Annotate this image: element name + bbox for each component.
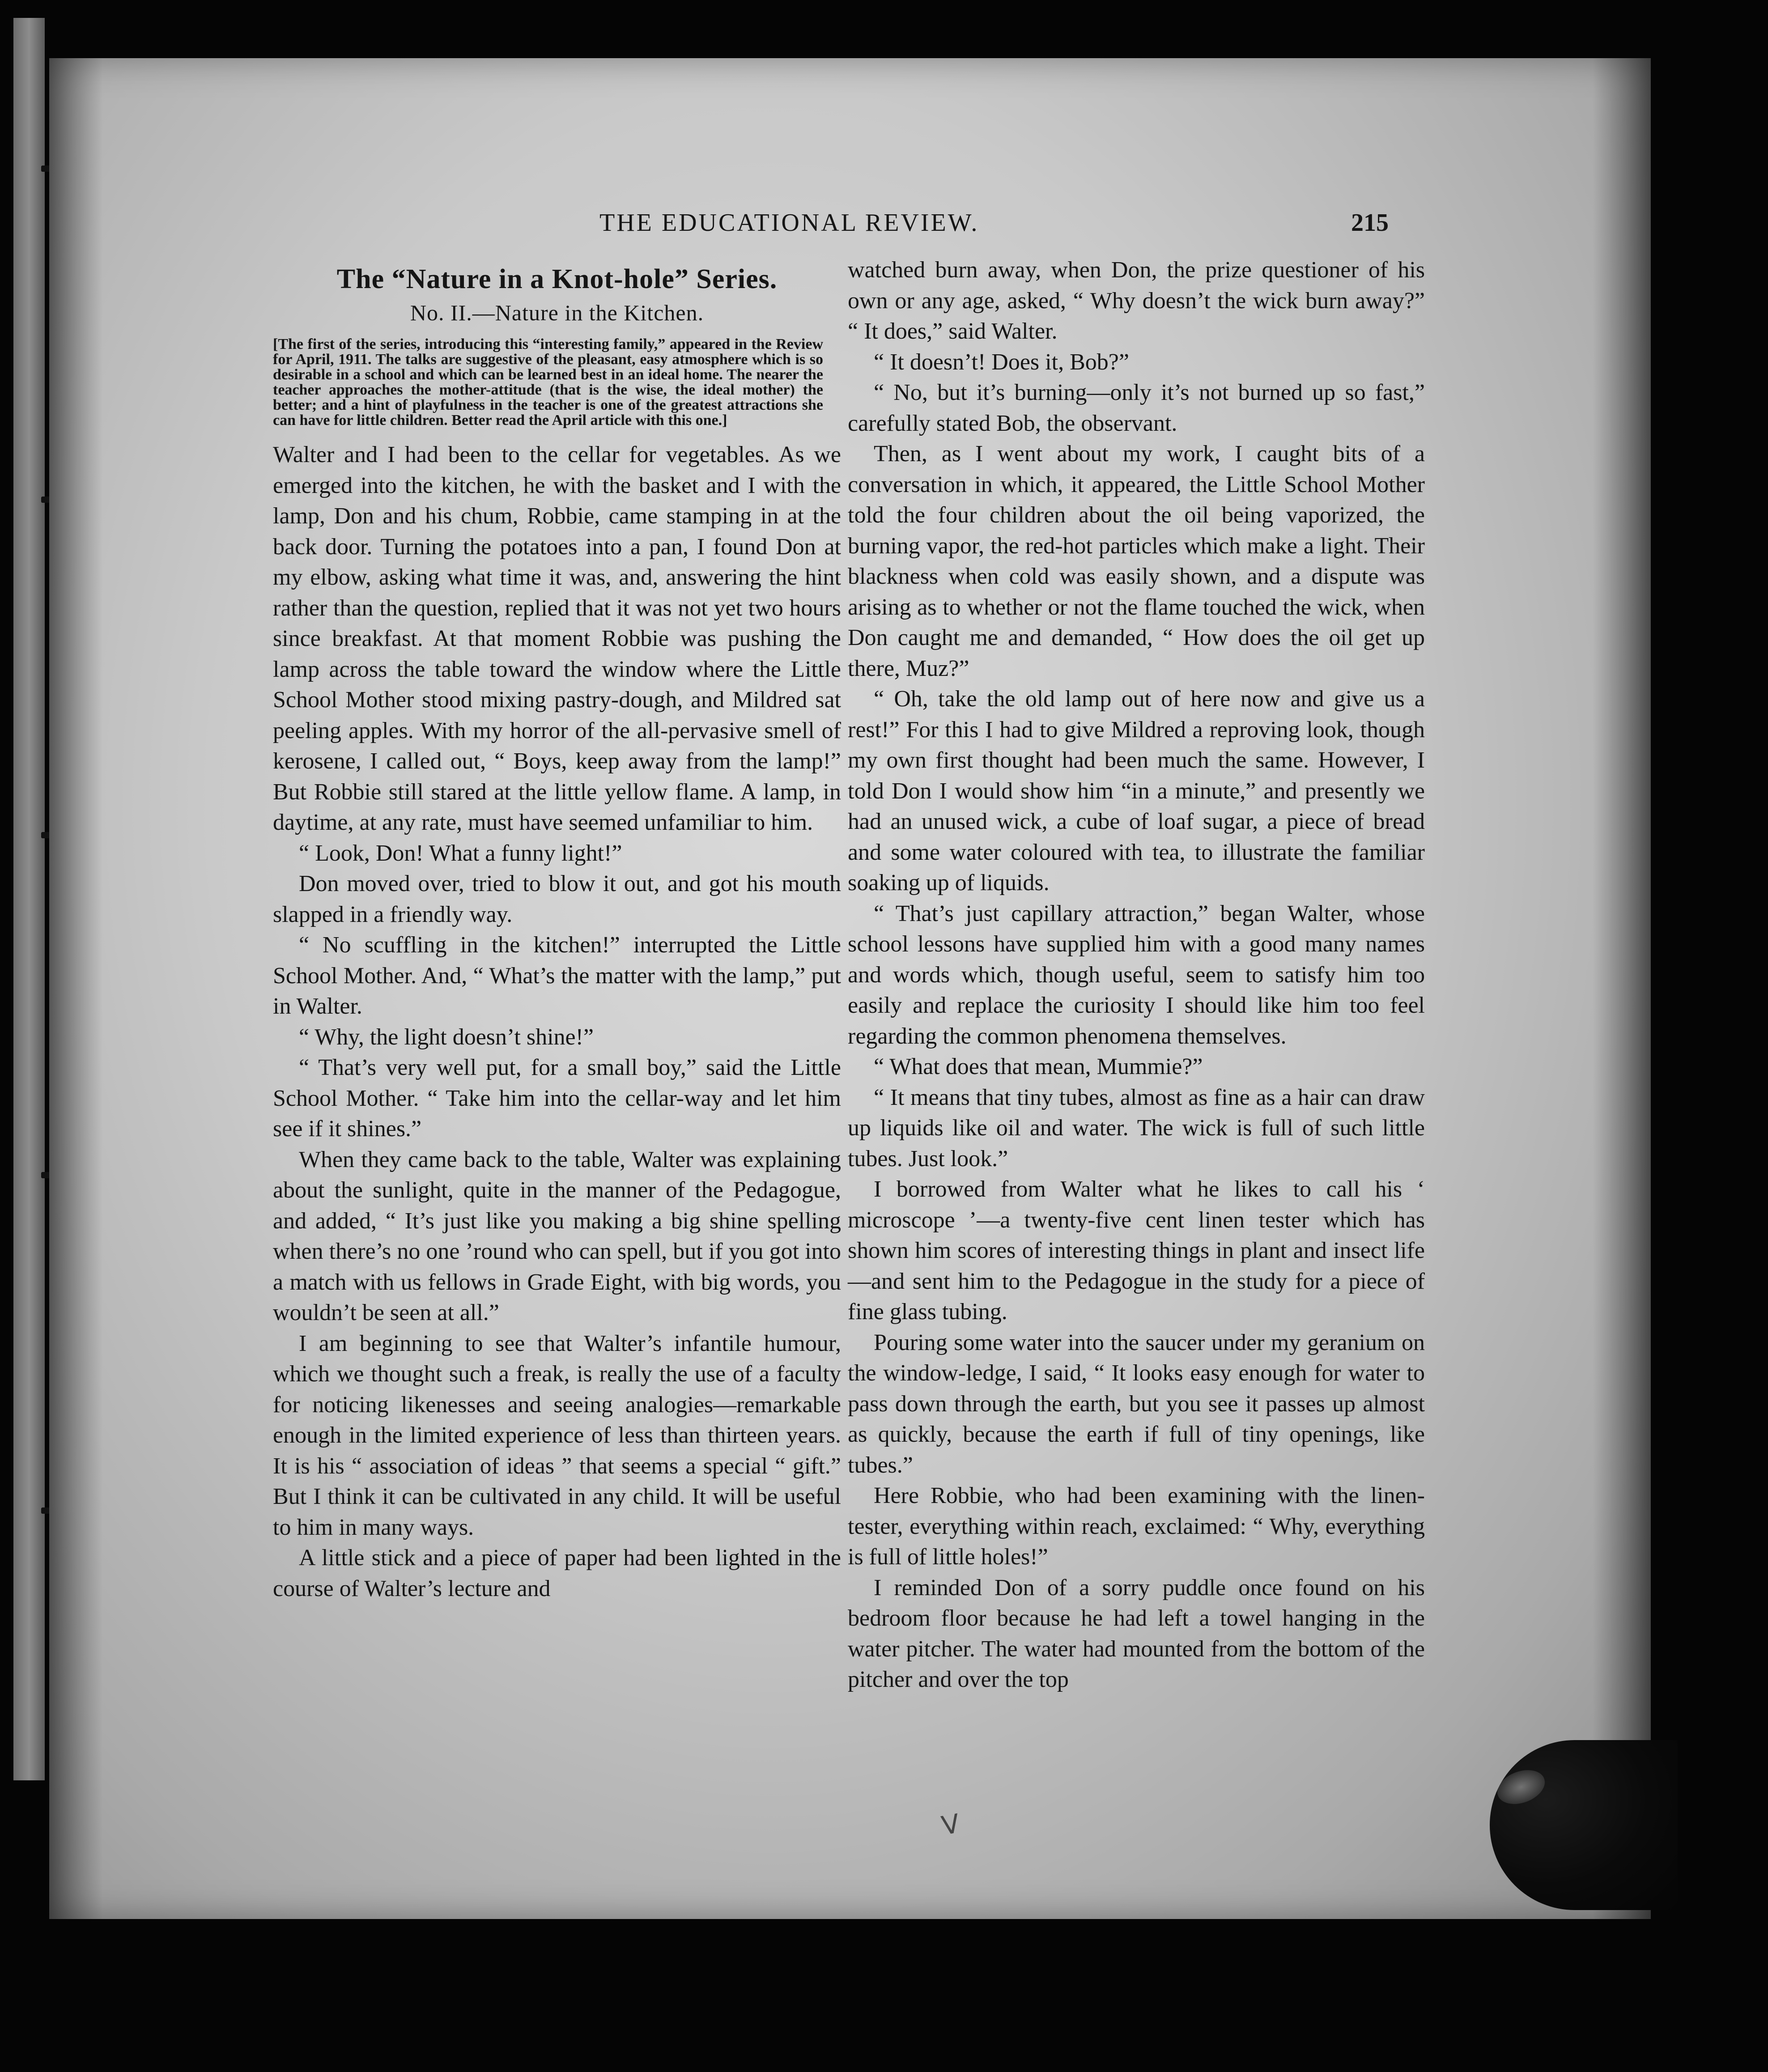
paragraph: watched burn away, when Don, the prize questioner of his own or any age, asked, “ Why doesn’t the wick burn away?” “ It does,” said Walter.: [848, 257, 1425, 344]
paragraph: I reminded Don of a sorry puddle once found on his bedroom floor because he had left a towel hanging in the water pitcher. The water had mounted from the bottom of the pitcher and over the top: [848, 1575, 1425, 1692]
right-column: [848, 255, 1425, 1695]
paragraph: “ Oh, take the old lamp out of here now and give us a rest!” For this I had to give Mildred a reproving look, though my own first thought had been much the same. However, I told Don I would show him “in a minute,” and presently we had an unused wick, a cube of loaf sugar, a piece of bread and some water coloured with tea, to illustrate the familiar soaking up of liquids.: [848, 686, 1425, 896]
paragraph: “ That’s very well put, for a small boy,” said the Little School Mother. “ Take him into the cellar-way and let him see if it shines.”: [273, 1055, 841, 1142]
paragraph: “ Why, the light doesn’t shine!”: [299, 1024, 594, 1050]
paragraph: “ That’s just capillary attraction,” began Walter, whose school lessons have supplied him with a good many names and words which, though useful, seem to satisfy him too easily and replace the curiosity I should like him too feel regarding the common phenomena themselves.: [848, 900, 1425, 1049]
page-number: 215: [1351, 209, 1389, 237]
paragraph: “ It means that tiny tubes, almost as fine as a hair can draw up liquids like oil and water. The wick is full of such little tubes. Just look.”: [848, 1084, 1425, 1172]
paragraph: Pouring some water into the saucer under my geranium on the window-ledge, I said, “ It looks easy enough for water to pass down through the earth, but you see it passes up almost as quickly, because the earth if full of tiny openings, like tubes.”: [848, 1329, 1425, 1478]
article-title: The “Nature in a Knot-hole” Series.: [336, 264, 778, 294]
paragraph: “ What does that mean, Mummie?”: [874, 1054, 1203, 1079]
paragraph: “ No scuffling in the kitchen!” interrupted the Little School Mother. And, “ What’s the matter with the lamp,” put in Walter.: [273, 932, 841, 1019]
edge-shadow: [1593, 58, 1651, 1919]
article-subtitle: No. II.—Nature in the Kitchen.: [410, 300, 704, 325]
editorial-note: [The first of the series, introducing this “interesting family,” appeared in the Review for April, 1911. The talks are suggestive of the pleasant, easy atmosphere which is so desirable in a school and which can be learned best in an ideal home. The nearer the teacher approaches the mother-attitude (that is the wise, the ideal mother) the better; and a hint of playfulness in the teacher is one of the greatest attractions she can have for little children. Better read the April article with this one.]: [273, 336, 823, 429]
left-column: [273, 264, 841, 1604]
thumb-holding-page: [1490, 1740, 1678, 1910]
paragraph: Then, as I went about my work, I caught bits of a conversation in which, it appeared, the Little School Mother told the four children about the oil being vaporized, the burning vapor, the red-hot particles which make a light. Their blackness when cold was easily shown, and a dispute was arising as to whether or not the flame touched the wick, when Don caught me and demanded, “ How does the oil get up there, Muz?”: [848, 441, 1425, 681]
paragraph: Walter and I had been to the cellar for vegetables. As we emerged into the kitchen, he with the basket and I with the lamp, Don and his chum, Robbie, came stamping in at the back door. Turning the potatoes into a pan, I found Don at my elbow, asking what time it was, and, answering the hint rather than the question, replied that it was not yet two hours since breakfast. At that moment Robbie was pushing the lamp across the table toward the window where the Little School Mother stood mixing pastry-dough, and Mildred sat peeling apples. With my horror of the all-pervasive smell of kerosene, I called out, “ Boys, keep away from the lamp!” But Robbie still stared at the little yellow flame. A lamp, in daytime, at any rate, must have seemed unfamiliar to him.: [273, 442, 841, 835]
paragraph: “ No, but it’s burning—only it’s not burned up so fast,” carefully stated Bob, the observant.: [848, 380, 1425, 436]
paragraph: “ Look, Don! What a funny light!”: [299, 840, 622, 866]
paragraph: A little stick and a piece of paper had been lighted in the course of Walter’s lecture and: [273, 1545, 841, 1601]
paragraph: I borrowed from Walter what he likes to call his ‘ microscope ’—a twenty-five cent linen tester which has shown him scores of interesting things in plant and insect life—and sent him to the Pedagogue in the study for a piece of fine glass tubing.: [848, 1176, 1425, 1325]
gutter-shadow: [49, 58, 103, 1919]
running-head: THE EDUCATIONAL REVIEW.: [599, 209, 979, 237]
paragraph: When they came back to the table, Walter was explaining about the sunlight, quite in the manner of the Pedagogue, and added, “ It’s just like you making a big shine spelling when there’s no one ’round who can spell, but if you got into a match with us fellows in Grade Eight, with big words, you wouldn’t be seen at all.”: [273, 1146, 841, 1325]
paragraph: Don moved over, tried to blow it out, and got his mouth slapped in a friendly way.: [273, 871, 841, 927]
facing-page-edge: [13, 18, 45, 1780]
paragraph: “ It doesn’t! Does it, Bob?”: [874, 349, 1129, 375]
paragraph: I am beginning to see that Walter’s infantile humour, which we thought such a freak, is really the use of a faculty for noticing likenesses and seeing analogies—remarkable enough in the limited experience of less than thirteen years. It is his “ association of ideas ” that seems a special “ gift.” But I think it can be cultivated in any child. It will be useful to him in many ways.: [273, 1330, 841, 1540]
pencil-mark: V: [939, 1808, 962, 1841]
paragraph: Here Robbie, who had been examining with the linen-tester, everything within reach, exclaimed: “ Why, everything is full of little holes!”: [848, 1483, 1425, 1570]
